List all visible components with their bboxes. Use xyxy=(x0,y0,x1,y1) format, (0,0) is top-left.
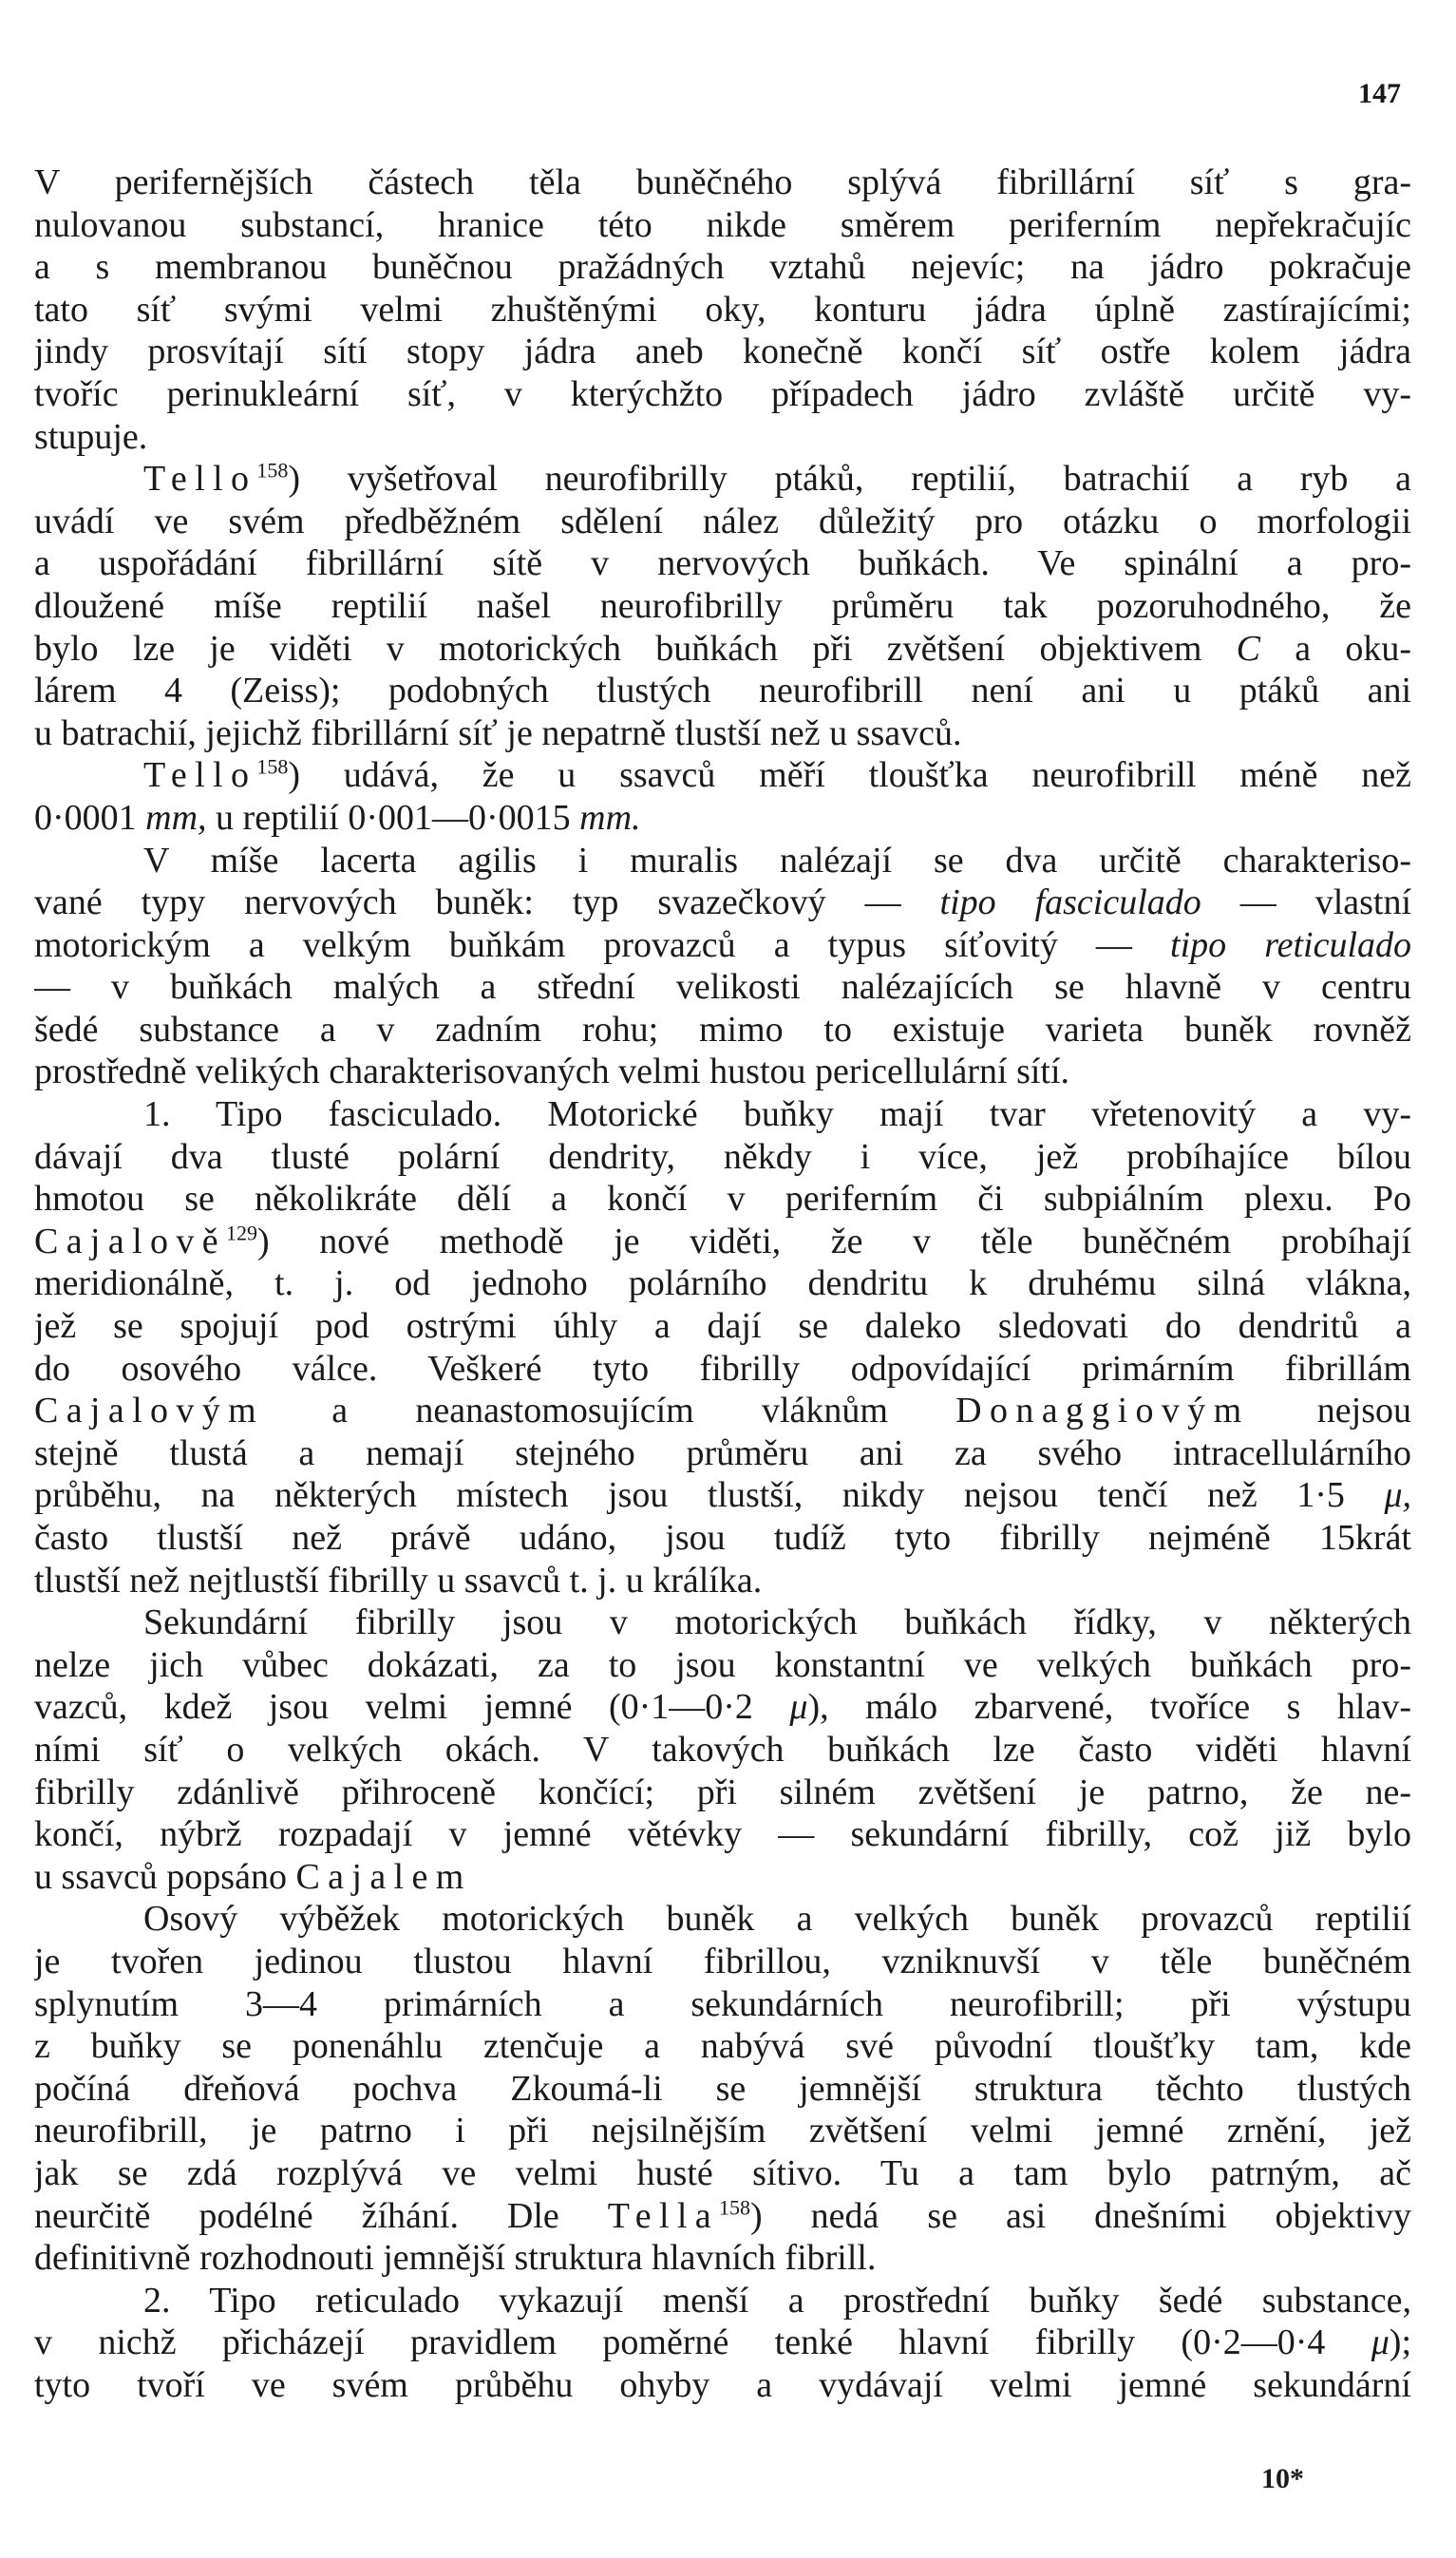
unit: mm. xyxy=(579,797,641,838)
author-name: Tello xyxy=(143,459,257,500)
text-line: jež se spojují pod ostrými úhly a dají se daleko sledovati do dendritů a xyxy=(34,1306,1411,1347)
text-line: definitivně rozhodnouti jemnější struktura hlavních fibrill. xyxy=(34,2238,877,2279)
text-line: lárem 4 (Zeiss); podobných tlustých neurofibrill není ani u ptáků ani xyxy=(34,671,1411,711)
text-line: tyto tvoří ve svém průběhu ohyby a vydávají velmi jemné sekundární xyxy=(34,2364,1411,2405)
text-line: stejně tlustá a nemají stejného průměru ani za svého intracellulárního xyxy=(34,1432,1411,1473)
text-line: V perifernějších částech těla buněčného splývá fibrillární síť s gra- xyxy=(34,162,1411,202)
text-line: často tlustší než právě udáno, jsou tudíž tyto fibrilly nejméně 15krát xyxy=(34,1518,1411,1558)
page-number: 147 xyxy=(1358,78,1401,109)
footnote-ref: 158 xyxy=(256,458,289,483)
text-line: tlustší než nejtlustší fibrilly u ssavců t. j. u králíka. xyxy=(34,1560,763,1601)
unit: μ, xyxy=(1384,1475,1411,1516)
text-line: dávají dva tlusté polární dendrity, někdy i více, jež probíhajíce bílou xyxy=(34,1136,1411,1177)
text-line: tvoříc perinukleární síť, v kterýchžto případech jádro zvláště určitě vy- xyxy=(34,373,1411,414)
text-line: počíná dřeňová pochva Zkoumá-li se jemnější struktura těchto tlustých xyxy=(34,2068,1411,2109)
author-name: Cajalovým xyxy=(34,1391,264,1431)
text-line: nelze jich vůbec dokázati, za to jsou konstantní ve velkých buňkách pro- xyxy=(34,1644,1411,1685)
text-span: v nichž přicházejí pravidlem poměrné tenké hlavní fibrilly (0·2—0·4 xyxy=(34,2322,1326,2363)
author-name: Cajalem xyxy=(295,1856,472,1897)
unit: μ xyxy=(1371,2322,1390,2363)
author-name: Tella xyxy=(607,2195,720,2236)
text-line: jindy prosvítají sítí stopy jádra aneb konečně končí síť ostře kolem jádra xyxy=(34,332,1411,372)
text-line xyxy=(34,458,1411,501)
text-span: ) nedá se asi dnešními objektivy xyxy=(750,2195,1411,2236)
text-span: u reptilií 0·001—0·0015 xyxy=(216,797,571,838)
text-span: — vlastní xyxy=(1239,882,1411,923)
text-line: meridionálně, t. j. od jednoho polárního dendritu k druhému silná vlákna, xyxy=(34,1263,1411,1304)
text-line: tato síť svými velmi zhuštěnými oky, konturu jádra úplně zastírajícími; xyxy=(34,289,1411,330)
author-name: Tello xyxy=(143,755,257,796)
text-line xyxy=(34,2321,1411,2364)
text-span: vazců, kdež jsou velmi jemné (0·1—0·2 xyxy=(34,1687,753,1728)
sheet-signature: 10* xyxy=(1261,2463,1304,2494)
text-line xyxy=(34,1474,1411,1517)
text-span: ) nové methodě je viděti, že v těle buněčném probíhají xyxy=(256,1221,1411,1261)
text-span: a neanastomosujícím vláknům xyxy=(331,1391,888,1431)
text-line xyxy=(34,1390,1411,1432)
text-line: šedé substance a v zadním rohu; mimo to existuje varieta buněk rovněž xyxy=(34,1009,1411,1050)
text-span: a oku- xyxy=(1295,628,1411,669)
author-name: Donaggiovým xyxy=(955,1391,1250,1431)
text-span: 0·0001 xyxy=(34,797,137,838)
text-line: V míše lacerta agilis i muralis nalézají se dva určitě charakteriso- xyxy=(143,840,1411,881)
text-line: prostředně velikých charakterisovaných velmi hustou pericellulární sítí. xyxy=(34,1052,1070,1092)
text-line: nulovanou substancí, hranice této nikde směrem periferním nepřekračujíc xyxy=(34,204,1411,245)
text-span: nejsou xyxy=(1316,1391,1411,1431)
text-line: jak se zdá rozplývá ve velmi husté sítivo. Tu a tam bylo patrným, ač xyxy=(34,2152,1411,2193)
text-span: motorickým a velkým buňkám provazců a typus síťovitý — xyxy=(34,924,1132,965)
text-span: ), málo zbarvené, tvoříce s hlav- xyxy=(807,1687,1411,1728)
text-line: stupuje. xyxy=(34,416,148,457)
term: tipo fasciculado xyxy=(939,882,1201,923)
text-line xyxy=(34,797,1411,840)
text-line xyxy=(34,628,1411,671)
footnote-ref: 129 xyxy=(225,1221,257,1245)
text-span: průběhu, na některých místech jsou tlustší, nikdy nejsou tenčí než 1·5 xyxy=(34,1475,1345,1516)
unit: μ xyxy=(789,1687,808,1728)
text-span: vané typy nervových buněk: typ svazečkový — xyxy=(34,882,901,923)
text-line: 2. Tipo reticulado vykazují menší a prostřední buňky šedé substance, xyxy=(143,2280,1411,2321)
text-line: u batrachií, jejichž fibrillární síť je nepatrně tlustší než u ssavců. xyxy=(34,712,962,753)
text-line: uvádí ve svém předběžném sdělení nález důležitý pro otázku o morfologii xyxy=(34,501,1411,541)
text-line: je tvořen jedinou tlustou hlavní fibrillou, vzniknuvší v těle buněčném xyxy=(34,1941,1411,1981)
text-line: — v buňkách malých a střední velikosti nalézajících se hlavně v centru xyxy=(34,967,1411,1008)
text-line: končí, nýbrž rozpadají v jemné větévky — sekundární fibrilly, což již bylo xyxy=(34,1814,1411,1855)
text-line: neurofibrill, je patrno i při nejsilnějším zvětšení velmi jemné zrnění, jež xyxy=(34,2111,1411,2151)
text-span: ) udává, že u ssavců měří tloušťka neurofibrill méně než xyxy=(288,755,1411,796)
objective-letter: C xyxy=(1236,628,1261,669)
text-line: z buňky se ponenáhlu ztenčuje a nabývá své původní tloušťky tam, kde xyxy=(34,2026,1411,2067)
text-line xyxy=(34,1686,1411,1729)
text-span: ); xyxy=(1389,2322,1411,2363)
text-line: a uspořádání fibrillární sítě v nervových buňkách. Ve spinální a pro- xyxy=(34,543,1411,584)
text-line: splynutím 3—4 primárních a sekundárních neurofibrill; při výstupu xyxy=(34,1983,1411,2024)
text-line xyxy=(34,1856,1411,1899)
unit: mm, xyxy=(145,797,207,838)
text-span: ) vyšetřoval neurofibrilly ptáků, reptilií, batrachií a ryb a xyxy=(288,459,1411,500)
text-line: a s membranou buněčnou pražádných vztahů nejevíc; na jádro pokračuje xyxy=(34,247,1411,288)
text-line: fibrilly zdánlivě přihroceně končící; při silném zvětšení je patrno, že ne- xyxy=(34,1772,1411,1812)
text-line xyxy=(34,881,1411,924)
text-line xyxy=(34,1221,1411,1263)
text-line: Sekundární fibrilly jsou v motorických buňkách řídky, v některých xyxy=(143,1602,1411,1643)
footnote-ref: 158 xyxy=(256,754,289,779)
text-span: bylo lze je viděti v motorických buňkách při zvětšení objektivem xyxy=(34,628,1202,669)
text-line: ními síť o velkých okách. V takových buňkách lze často viděti hlavní xyxy=(34,1729,1411,1770)
text-line: hmotou se několikráte dělí a končí v periferním či subpiálním plexu. Po xyxy=(34,1179,1411,1220)
footnote-ref: 158 xyxy=(719,2194,751,2219)
text-line: 1. Tipo fasciculado. Motorické buňky mají tvar vřetenovitý a vy- xyxy=(143,1094,1411,1135)
author-name: Cajalově xyxy=(34,1221,226,1261)
text-line xyxy=(34,2195,1411,2238)
text-line xyxy=(34,754,1411,797)
text-span: neurčitě podélné žíhání. Dle xyxy=(34,2195,559,2236)
term: tipo reticulado xyxy=(1170,924,1411,965)
text-span: u ssavců popsáno xyxy=(34,1856,287,1897)
text-line: Osový výběžek motorických buněk a velkých buněk provazců reptilií xyxy=(143,1899,1411,1940)
page-text xyxy=(34,161,1411,2406)
text-line xyxy=(34,924,1411,967)
text-line: do osového válce. Veškeré tyto fibrilly odpovídající primárním fibrillám xyxy=(34,1348,1411,1389)
text-line: dloužené míše reptilií našel neurofibrilly průměru tak pozoruhodného, že xyxy=(34,585,1411,626)
